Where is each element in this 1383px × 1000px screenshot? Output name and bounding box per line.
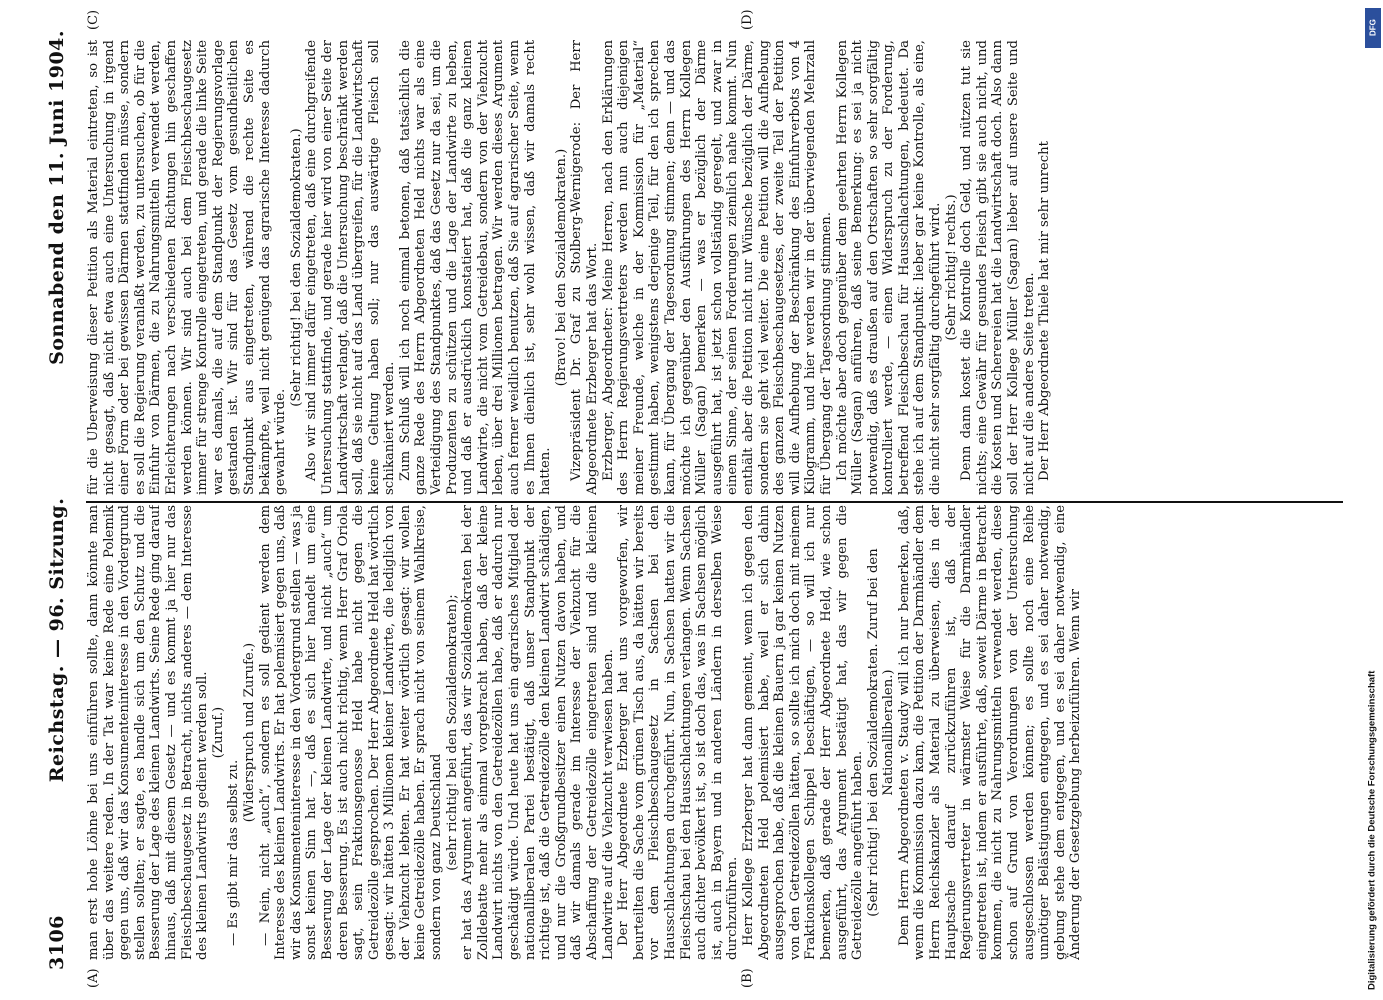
right-paragraph: Vizepräsident Dr. Graf zu Stolberg-Wernigerode: Der Herr Abgeordnete Erzberger hat das Wort. (569, 40, 600, 495)
digitization-note (1365, 10, 1379, 990)
right-paragraph: Denn dann kostet die Kontrolle doch Geld, und nützen tut sie nichts; eine Gewähr für gesundes Fleisch gibt sie auch nicht, und die Kosten und Scherereien hat die Landwirtschaft doch. Also dann soll der Herr Kollege Müller (Sagan) lieber auf unsere Seite und nicht auf die andere Seite treten. (959, 40, 1037, 495)
right-interjection: (Bravo! bei den Sozialdemokraten.) (553, 148, 569, 387)
margin-marker-a: (A) (86, 968, 101, 988)
left-paragraph: — Es gibt mir das selbst zu. (226, 759, 242, 946)
right-paragraph: Ich möchte aber doch gegenüber dem geehrten Herrn Kollegen Müller (Sagan) anführen, daß seine Bemerkung: es sei ja nicht notwendig, daß es draußen auf den Ortschaften so sehr sorgfältig kontrolliert werde, — einen Widerspruch zu der Forderung, betreffend Fleischbeschau für Hausschlachtungen, bedeutet. Da stehe ich auf dem Standpunkt: lieber gar keine Kontrolle, als eine, die nicht sehr sorgfältig durchgeführt wird. (834, 40, 944, 495)
page-number: 3106 (46, 915, 68, 970)
page-header (40, 30, 74, 970)
header-title-right: Sonnabend den 11. Juni 1904. (46, 30, 68, 365)
margin-marker-c: (C) (86, 9, 101, 30)
left-paragraph: Dem Herrn Abgeordneten v. Staudy will ich nur bemerken, daß, wenn die Kommission dazu kam, die Petition der Darmhändler dem Herrn Reichskanzler als Material zu überweisen, dies in der Hauptsache darauf zurückzuführen ist, daß der Regierungsvertreter in wärmster Weise für die Darmhändler eingetreten ist, indem er ausführte, daß, soweit Därme in Betracht kommen, die nicht zu Nahrungsmitteln verwendet werden, diese schon auf Grund von Verordnungen von der Untersuchung ausgeschlossen werden können; es sollte noch eine Reihe unnötiger Belästigungen entgegen, und es sei daher notwendig, gebung stehe dem entgegen, und es sei daher notwendig, eine Änderung der Gesetzgebung herbeizuführen. Wenn wir (896, 505, 1084, 960)
right-paragraph: Erzberger, Abgeordneter: Meine Herren, nach den Erklärungen des Herrn Regierungsvertreters werden nun auch diejenigen meiner Freunde, welche in der Kommission für „Material“ gestimmt haben, wenigstens derjenige Teil, für den ich sprechen kann, für Übergang der Tagesordnung stimmen; denn — und das möchte ich gegenüber den Ausführungen des Herrn Kollegen Müller (Sagan) bemerken — was er bezüglich der Därme ausgeführt hat, ist jetzt schon vollständig geregelt, und zwar in einem Sinne, der seinen Forderungen ziemlich nahe kommt. Nun enthält aber die Petition nicht nur Wünsche bezüglich der Därme, sondern sie geht viel weiter. Die eine Petition will die Aufhebung des ganzen Fleischbeschaugesetzes, der zweite Teil der Petition will die Aufhebung der Beschränkung des Einfuhrverbots von 4 Kilogramm, und hier werden wir in der überwiegenden Mehrzahl für Übergang der Tagesordnung stimmen. (600, 40, 834, 495)
digitization-note-text: Digitalisierung gefördert durch die Deutsche Forschungsgemeinschaft (1366, 670, 1378, 990)
right-interjection: (Sehr richtig! bei den Sozialdemokraten.) (288, 128, 304, 407)
right-paragraph: für die Überweisung dieser Petition als Material eintreten, so ist nicht gesagt, daß nicht etwa auch eine Untersuchung in irgend einer Form oder bei gewissen Därmen stattfinden müsse, sondern es soll die Regierung veranlaßt werden, zu untersuchen, ob für die Einfuhr von Därmen, die zu Nahrungsmitteln verwendet werden, Erleichterungen nach verschiedenen Richtungen hin geschaffen werden können. Wir sind auch bei dem Fleischbeschaugesetz immer für strenge Kontrolle eingetreten, und gerade die linke Seite war es damals, die auf dem Standpunkt der Regierungsvorlage gestanden ist. Wir sind für das Gesetz vom gesundheitlichen Standpunkt aus eingetreten, während die rechte Seite es bekämpfte, weil nicht genügend das agrarische Interesse dadurch gewahrt würde. (86, 40, 289, 495)
right-paragraph: Zum Schluß will ich noch einmal betonen, daß tatsächlich die ganze Rede des Herrn Abgeordneten Held nichts war als eine Verteidigung des Standpunktes, daß das Gesetz nur da sei, um die Produzenten zu schützen und die Lage der Landwirte zu heben, und daß er ausdrücklich konstatiert hat, daß die ganz kleinen Landwirte, die nicht vom Getreidebau, sondern von der Viehzucht leben, über drei Millionen betragen. Wir werden dieses Argument auch ferner weidlich benutzen, daß Sie auf agrarischer Seite, wenn es Ihnen dienlich ist, sehr wohl wissen, daß wir damals recht hatten. (397, 40, 554, 495)
margin-marker-d: (D) (740, 9, 755, 30)
right-column (86, 40, 1343, 495)
column-divider (86, 501, 1343, 503)
left-interjection: (Sehr richtig! bei den Sozialdemokraten. Zuruf bei den Nationalliberalen.) (865, 548, 897, 917)
left-column (86, 505, 1343, 960)
dfg-logo: DFG (1365, 8, 1381, 48)
right-paragraph: Also wir sind immer dafür eingetreten, daß eine durchgreifende Untersuchung stattfinde, und gerade hier wird von einer Seite der Landwirtschaft verlangt, daß die Untersuchung beschränkt werden soll, daß sie nicht auf das Land übergreifen, für die Landwirtschaft keine Geltung haben soll; nur das auswärtige Fleisch soll schikaniert werden. (304, 40, 398, 495)
margin-marker-b: (B) (740, 968, 755, 988)
left-paragraph: Der Herr Abgeordnete Erzberger hat uns vorgeworfen, wir beurteilten die Sache vom grünen Tisch aus, da hätten wir bereits vor dem Fleischbeschaugesetz in Sachsen bei den Hausschlachtungen durchgeführt. Nun, in Sachsen hatten wir die Fleischschau bei den Hausschlachtungen verlangen. Wenn Sachsen auch dichter bevölkert ist, so ist doch das, was in Sachsen möglich ist, auch in Bayern und in anderen Ländern in derselben Weise durchzuführen. (616, 505, 741, 960)
left-interjection: (Zuruf.) (210, 706, 226, 759)
left-interjection: (Widerspruch und Zurufe.) (241, 642, 257, 823)
header-title-left: Reichstag. — 96. Sitzung. (46, 497, 68, 783)
left-paragraph: — Nein, nicht „auch“, sondern es soll gedient werden dem Interesse des kleinen Landwirts. Er hat polemisiert gegen uns, daß wir das Konsumenteninteresse in den Vordergrund stellen — was ja sonst keinen Sinn hat —, daß es sich hier handelt um eine Besserung der Lage der kleinen Landwirte, und nicht „auch“ um deren Besserung. Es ist auch nicht richtig, wenn Herr Graf Oriola sagt, sein Fraktionsgenosse Held habe nicht gegen die Getreidezölle gesprochen. Der Herr Abgeordnete Held hat wörtlich gesagt: wir hätten 3 Millionen kleiner Landwirte, die lediglich von der Viehzucht lebten. Er hat weiter wörtlich gesagt: wir wollen keine Getreidezölle haben. Er sprach nicht von seinem Wahlkreise, sondern von ganz Deutschland (257, 505, 445, 960)
left-interjection: (sehr richtig! bei den Sozialdemokraten); (444, 594, 460, 871)
right-interjection: (Sehr richtig! rechts.) (943, 194, 959, 341)
left-paragraph: er hat das Argument angeführt, das wir Sozialdemokraten bei der Zolldebatte mehr als einmal vorgebracht haben, daß der kleine Landwirt nichts von den Getreidezöllen habe, daß er dadurch nur geschädigt würde. Und heute hat uns ein agrarisches Mitglied der nationalliberalen Partei bestätigt, daß unser Standpunkt der richtige ist, daß die Getreidezölle den kleinen Landwirt schädigen, und nur die Großgrundbesitzer einen Nutzen davon haben, und daß wir damals gerade im Interesse der Viehzucht für die Abschaffung der Getreidezölle eingetreten sind und die kleinen Landwirte auf die Viehzucht verwiesen haben. (460, 505, 616, 960)
left-paragraph: Herr Kollege Erzberger hat dann gemeint, wenn ich gegen den Abgeordneten Held polemisiert habe, weil er sich dahin ausgesprochen habe, daß die kleinen Bauern ja gar keinen Nutzen von den Getreidezöllen hätten, so sollte ich mich doch mit meinem Fraktionskollegen Schippel beschäftigen, — so will ich nur bemerken, daß gerade der Herr Abgeordnete Held, wie schon ausgeführt, das Argument bestätigt hat, das wir gegen die Getreidezölle angeführt haben. (740, 505, 866, 960)
right-paragraph: Der Herr Abgeordnete Thiele hat mir sehr unrecht (1037, 141, 1053, 481)
left-paragraph: man erst hohe Löhne bei uns einführen sollte, dann könnte man über das weitere reden. In der Tat war keine Rede eine Polemik gegen uns, daß wir das Konsumenteninteresse in den Vordergrund stellen sollten; er sagte, es handle sich um den Schutz und die Besserung der Lage des kleinen Landwirts. Seine Rede ging darauf hinaus, daß mit diesem Gesetz — und es kommt ja hier nur das Fleischbeschaugesetz in Betracht, nichts anderes — dem Interesse des kleinen Landwirts gedient werden soll. (86, 505, 211, 960)
